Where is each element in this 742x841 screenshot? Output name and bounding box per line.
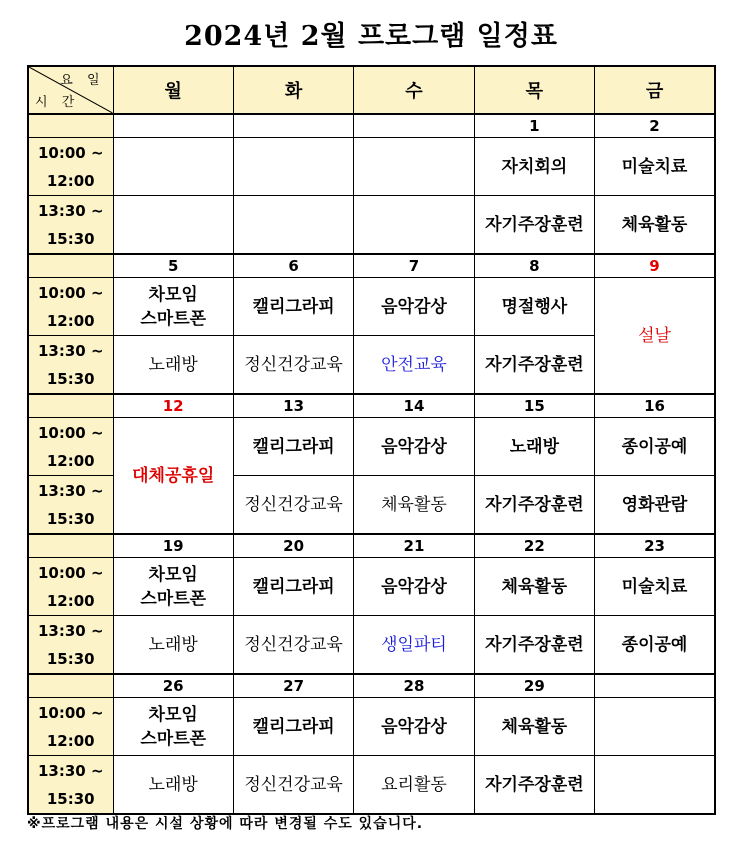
activity-cell-special: 생일파티 xyxy=(354,616,474,675)
date-cell: 15 xyxy=(474,394,594,418)
date-row xyxy=(28,674,715,698)
activity-cell: 체육활동 xyxy=(354,476,474,535)
pm-row xyxy=(28,196,715,255)
activity-cell: 자기주장훈련 xyxy=(474,196,594,255)
date-cell xyxy=(595,674,715,698)
time-end: 15:30 xyxy=(46,649,95,668)
activity-cell: 음악감상 xyxy=(354,278,474,336)
date-cell: 20 xyxy=(233,534,353,558)
time-start: 13:30 ~ xyxy=(37,761,104,780)
date-cell xyxy=(354,114,474,138)
day-header-mon: 월 xyxy=(113,66,233,114)
time-slot-pm xyxy=(28,336,113,395)
yoil-label: 요 일 xyxy=(60,73,105,88)
activity-cell: 정신건강교육 xyxy=(233,756,353,815)
time-cell-blank xyxy=(28,114,113,138)
sigan-label: 시 간 xyxy=(35,95,80,110)
date-cell: 16 xyxy=(595,394,715,418)
time-start: 10:00 ~ xyxy=(37,143,104,162)
date-cell: 13 xyxy=(233,394,353,418)
time-slot-am xyxy=(28,698,113,756)
activity-cell: 차모임 스마트폰 xyxy=(113,698,233,756)
header-row xyxy=(28,66,715,114)
am-row xyxy=(28,138,715,196)
activity-cell: 자기주장훈련 xyxy=(474,476,594,535)
date-cell: 7 xyxy=(354,254,474,278)
activity-cell: 종이공예 xyxy=(595,616,715,675)
date-cell: 28 xyxy=(354,674,474,698)
am-row xyxy=(28,558,715,616)
date-row xyxy=(28,254,715,278)
date-cell: 26 xyxy=(113,674,233,698)
corner-header-cell xyxy=(28,66,113,114)
date-cell: 1 xyxy=(474,114,594,138)
activity-cell: 노래방 xyxy=(474,418,594,476)
activity-cell: 정신건강교육 xyxy=(233,616,353,675)
date-cell: 19 xyxy=(113,534,233,558)
activity-cell xyxy=(113,196,233,255)
time-slot-pm xyxy=(28,196,113,255)
pm-row xyxy=(28,756,715,815)
activity-cell: 음악감상 xyxy=(354,418,474,476)
activity-cell: 체육활동 xyxy=(595,196,715,255)
date-cell: 14 xyxy=(354,394,474,418)
time-start: 13:30 ~ xyxy=(37,341,104,360)
time-slot-am xyxy=(28,558,113,616)
activity-cell xyxy=(595,756,715,815)
holiday-cell: 대체공휴일 xyxy=(113,418,233,535)
activity-cell: 캘리그라피 xyxy=(233,698,353,756)
pm-row xyxy=(28,616,715,675)
activity-cell: 자기주장훈련 xyxy=(474,756,594,815)
time-slot-pm xyxy=(28,756,113,815)
time-slot-pm xyxy=(28,616,113,675)
date-row xyxy=(28,394,715,418)
activity-cell: 명절행사 xyxy=(474,278,594,336)
schedule-table xyxy=(27,65,716,815)
day-header-wed: 수 xyxy=(354,66,474,114)
time-start: 10:00 ~ xyxy=(37,563,104,582)
date-cell: 27 xyxy=(233,674,353,698)
activity-cell xyxy=(113,138,233,196)
activity-cell: 정신건강교육 xyxy=(233,336,353,395)
activity-cell: 종이공예 xyxy=(595,418,715,476)
activity-cell: 체육활동 xyxy=(474,698,594,756)
time-slot-am xyxy=(28,278,113,336)
time-cell-blank xyxy=(28,394,113,418)
activity-cell xyxy=(233,196,353,255)
date-cell: 8 xyxy=(474,254,594,278)
activity-cell: 음악감상 xyxy=(354,698,474,756)
date-cell: 23 xyxy=(595,534,715,558)
activity-cell: 노래방 xyxy=(113,336,233,395)
time-start: 10:00 ~ xyxy=(37,423,104,442)
time-end: 15:30 xyxy=(46,789,95,808)
time-slot-am xyxy=(28,138,113,196)
day-header-thu: 목 xyxy=(474,66,594,114)
activity-cell-special: 안전교육 xyxy=(354,336,474,395)
time-end: 15:30 xyxy=(46,509,95,528)
time-start: 13:30 ~ xyxy=(37,621,104,640)
time-end: 12:00 xyxy=(46,171,95,190)
date-cell: 29 xyxy=(474,674,594,698)
day-header-fri: 금 xyxy=(595,66,715,114)
time-end: 12:00 xyxy=(46,731,95,750)
date-cell: 22 xyxy=(474,534,594,558)
date-cell xyxy=(233,114,353,138)
activity-cell: 자기주장훈련 xyxy=(474,336,594,395)
date-cell: 21 xyxy=(354,534,474,558)
activity-cell xyxy=(233,138,353,196)
time-cell-blank xyxy=(28,254,113,278)
date-cell: 5 xyxy=(113,254,233,278)
time-cell-blank xyxy=(28,674,113,698)
date-cell xyxy=(113,114,233,138)
time-start: 10:00 ~ xyxy=(37,283,104,302)
time-start: 13:30 ~ xyxy=(37,481,104,500)
date-row xyxy=(28,114,715,138)
time-start: 13:30 ~ xyxy=(37,201,104,220)
activity-cell: 노래방 xyxy=(113,616,233,675)
activity-cell: 차모임 스마트폰 xyxy=(113,278,233,336)
footnote: ※프로그램 내용은 시설 상황에 따라 변경될 수도 있습니다. xyxy=(27,816,424,832)
time-end: 12:00 xyxy=(46,311,95,330)
activity-cell: 미술치료 xyxy=(595,138,715,196)
time-start: 10:00 ~ xyxy=(37,703,104,722)
time-end: 15:30 xyxy=(46,369,95,388)
date-cell: 2 xyxy=(595,114,715,138)
day-header-tue: 화 xyxy=(233,66,353,114)
time-end: 12:00 xyxy=(46,591,95,610)
am-row xyxy=(28,278,715,336)
activity-cell xyxy=(354,196,474,255)
am-row xyxy=(28,418,715,476)
am-row xyxy=(28,698,715,756)
time-slot-pm xyxy=(28,476,113,535)
activity-cell: 음악감상 xyxy=(354,558,474,616)
activity-cell: 자기주장훈련 xyxy=(474,616,594,675)
activity-cell xyxy=(595,698,715,756)
activity-cell: 자치회의 xyxy=(474,138,594,196)
time-cell-blank xyxy=(28,534,113,558)
activity-cell: 미술치료 xyxy=(595,558,715,616)
activity-cell: 캘리그라피 xyxy=(233,278,353,336)
activity-cell: 노래방 xyxy=(113,756,233,815)
date-cell-holiday: 9 xyxy=(595,254,715,278)
activity-cell: 요리활동 xyxy=(354,756,474,815)
activity-cell: 정신건강교육 xyxy=(233,476,353,535)
date-cell-holiday: 12 xyxy=(113,394,233,418)
activity-cell: 캘리그라피 xyxy=(233,558,353,616)
activity-cell: 차모임 스마트폰 xyxy=(113,558,233,616)
date-row xyxy=(28,534,715,558)
activity-cell: 영화관람 xyxy=(595,476,715,535)
page-title: 2024년 2월 프로그램 일정표 xyxy=(184,21,558,52)
time-slot-am xyxy=(28,418,113,476)
activity-cell: 캘리그라피 xyxy=(233,418,353,476)
activity-cell: 체육활동 xyxy=(474,558,594,616)
holiday-cell: 설날 xyxy=(595,278,715,395)
date-cell: 6 xyxy=(233,254,353,278)
time-end: 12:00 xyxy=(46,451,95,470)
time-end: 15:30 xyxy=(46,229,95,248)
activity-cell xyxy=(354,138,474,196)
